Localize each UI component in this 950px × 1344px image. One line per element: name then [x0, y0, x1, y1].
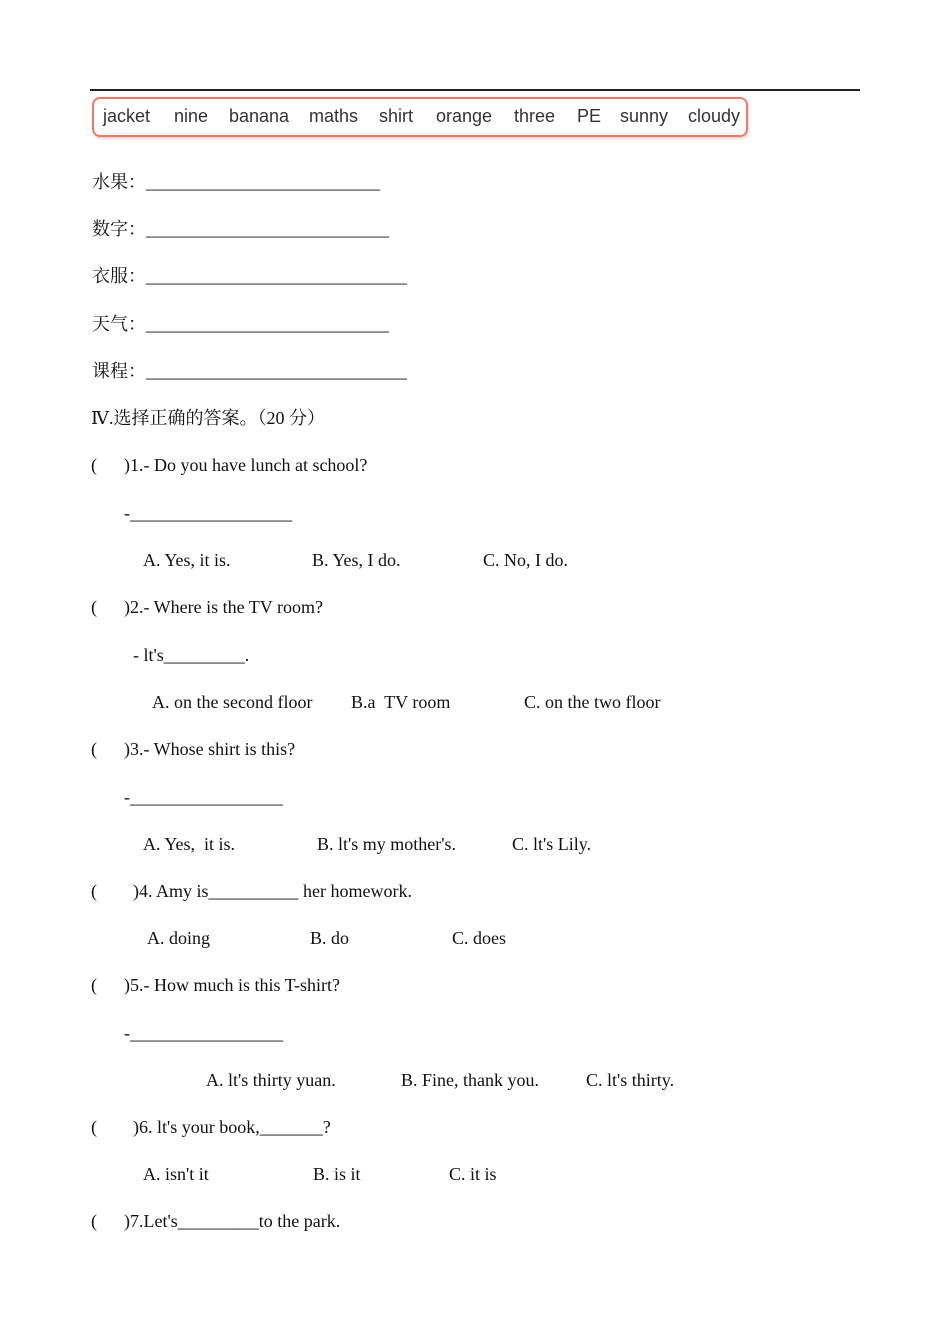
category-clothes	[92, 265, 407, 287]
category-fruit	[92, 171, 380, 193]
question-stem: ( )1.- Do you have lunch at school?	[91, 455, 368, 475]
option-b[interactable]: B. lt's my mother's.	[317, 834, 456, 854]
word-bank-item: maths	[309, 106, 359, 126]
category-label: 衣服：	[92, 266, 146, 286]
question-stem: ( )5.- How much is this T-shirt?	[91, 975, 340, 995]
word-bank-item: banana	[229, 106, 290, 126]
word-bank-item: sunny	[620, 106, 669, 126]
option-a[interactable]: A. doing	[147, 928, 210, 948]
top-rule	[90, 89, 860, 91]
option-c[interactable]: C. lt's thirty.	[586, 1070, 675, 1090]
option-b[interactable]: B. Fine, thank you.	[401, 1070, 539, 1090]
word-bank-item: nine	[174, 106, 209, 126]
answer-line[interactable]: -_________________	[124, 1023, 283, 1043]
answer-line[interactable]: - lt's_________.	[133, 645, 250, 665]
category-label: 数字：	[92, 219, 146, 239]
category-label: 课程：	[92, 361, 146, 381]
category-label: 水果：	[92, 172, 146, 192]
option-b[interactable]: B. Yes, I do.	[312, 550, 401, 570]
option-a[interactable]: A. Yes, it is.	[143, 550, 231, 570]
option-c[interactable]: C. it is	[449, 1164, 497, 1184]
question-stem: ( )3.- Whose shirt is this?	[91, 739, 296, 759]
answer-blank[interactable]: ___________________________	[146, 219, 389, 239]
answer-blank[interactable]: _____________________________	[146, 361, 407, 381]
word-bank-item: three	[514, 106, 556, 126]
question-stem: ( )7.Let's_________to the park.	[91, 1211, 341, 1231]
option-a[interactable]: A. on the second floor	[152, 692, 313, 712]
question-stem: ( )4. Amy is__________ her homework.	[91, 881, 412, 901]
option-c[interactable]: C. on the two floor	[524, 692, 661, 712]
category-subject	[92, 360, 407, 382]
section-title: Ⅳ.选择正确的答案。（20 分）	[91, 408, 325, 428]
option-a[interactable]: A. Yes, it is.	[143, 834, 236, 854]
option-c[interactable]: C. lt's Lily.	[512, 834, 592, 854]
word-bank-item: PE	[577, 106, 602, 126]
answer-line[interactable]: -__________________	[124, 503, 292, 523]
word-bank-item: cloudy	[688, 106, 741, 126]
answer-line[interactable]: -_________________	[124, 787, 283, 807]
question-stem: ( )2.- Where is the TV room?	[91, 597, 323, 617]
option-b[interactable]: B. is it	[313, 1164, 361, 1184]
category-number	[92, 218, 389, 240]
word-bank-item: jacket	[103, 106, 151, 126]
category-label: 天气：	[92, 314, 146, 334]
option-a[interactable]: A. isn't it	[143, 1164, 209, 1184]
word-bank-item: orange	[436, 106, 493, 126]
option-b[interactable]: B.a TV room	[351, 692, 451, 712]
answer-blank[interactable]: __________________________	[146, 172, 380, 192]
option-a[interactable]: A. lt's thirty yuan.	[206, 1070, 336, 1090]
option-c[interactable]: C. No, I do.	[483, 550, 568, 570]
answer-blank[interactable]: ___________________________	[146, 314, 389, 334]
option-c[interactable]: C. does	[452, 928, 506, 948]
question-stem: ( )6. lt's your book,_______?	[91, 1117, 331, 1137]
word-bank-item: shirt	[379, 106, 414, 126]
answer-blank[interactable]: _____________________________	[146, 266, 407, 286]
option-b[interactable]: B. do	[310, 928, 350, 948]
category-weather	[92, 313, 389, 335]
